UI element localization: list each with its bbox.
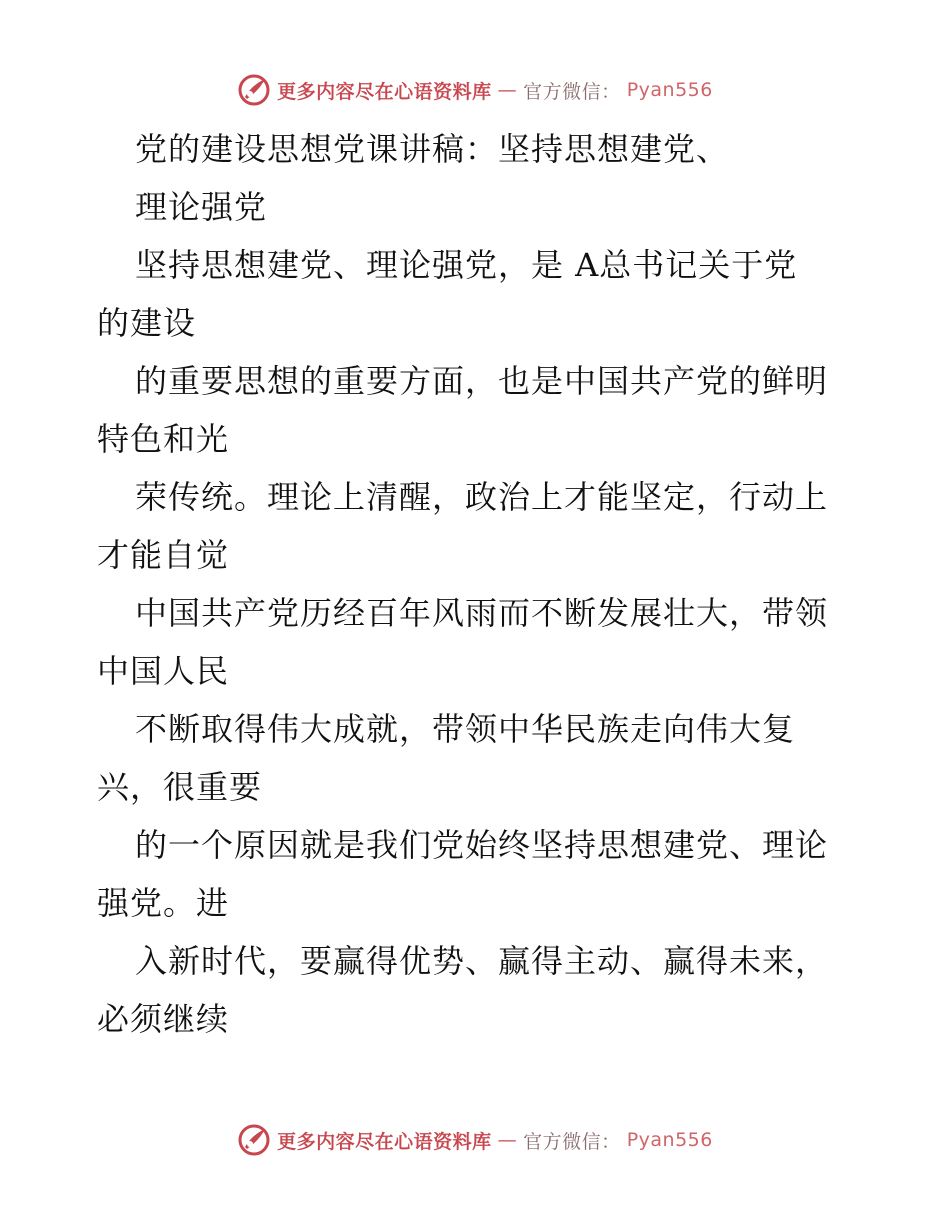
paragraph-line: 坚持思想建党、理论强党，是 A总书记关于党 bbox=[135, 246, 798, 284]
paragraph-line: 强党。进 bbox=[97, 884, 230, 922]
paragraph-line: 的一个原因就是我们党始终坚持思想建党、理论 bbox=[135, 826, 829, 864]
paragraph-line: 特色和光 bbox=[97, 420, 230, 458]
header-watermark bbox=[0, 70, 950, 110]
paragraph-line: 中国人民 bbox=[97, 652, 230, 690]
ink-brush-logo-icon bbox=[237, 1123, 271, 1157]
watermark-site-text: 更多内容尽在心语资料库 bbox=[277, 1130, 492, 1153]
paragraph-line: 必须继续 bbox=[97, 1000, 230, 1038]
watermark-wechat-id: Pyan556 bbox=[626, 1129, 713, 1151]
watermark-dash: — bbox=[497, 79, 518, 101]
footer-watermark bbox=[0, 1120, 950, 1160]
paragraph-line: 的建设 bbox=[97, 304, 197, 342]
paragraph-line: 不断取得伟大成就，带领中华民族走向伟大复 bbox=[135, 710, 796, 748]
paragraph-line: 荣传统。理论上清醒，政治上才能坚定，行动上 bbox=[135, 478, 829, 516]
paragraph-line: 才能自觉 bbox=[97, 536, 230, 574]
document-body bbox=[97, 120, 877, 1048]
title-line-1: 党的建设思想党课讲稿：坚持思想建党、 bbox=[135, 130, 730, 168]
watermark-label: 官方微信： bbox=[523, 80, 621, 103]
title-line-2: 理论强党 bbox=[135, 188, 268, 226]
watermark-site-text: 更多内容尽在心语资料库 bbox=[277, 80, 492, 103]
watermark-wechat-id: Pyan556 bbox=[626, 79, 713, 101]
watermark-label: 官方微信： bbox=[523, 1130, 621, 1153]
paragraph-line: 入新时代，要赢得优势、赢得主动、赢得未来， bbox=[135, 942, 829, 980]
ink-brush-logo-icon bbox=[237, 73, 271, 107]
paragraph-line: 兴，很重要 bbox=[97, 768, 263, 806]
watermark-dash: — bbox=[497, 1129, 518, 1151]
paragraph-line: 中国共产党历经百年风雨而不断发展壮大，带领 bbox=[135, 594, 829, 632]
paragraph-line: 的重要思想的重要方面，也是中国共产党的鲜明 bbox=[135, 362, 829, 400]
